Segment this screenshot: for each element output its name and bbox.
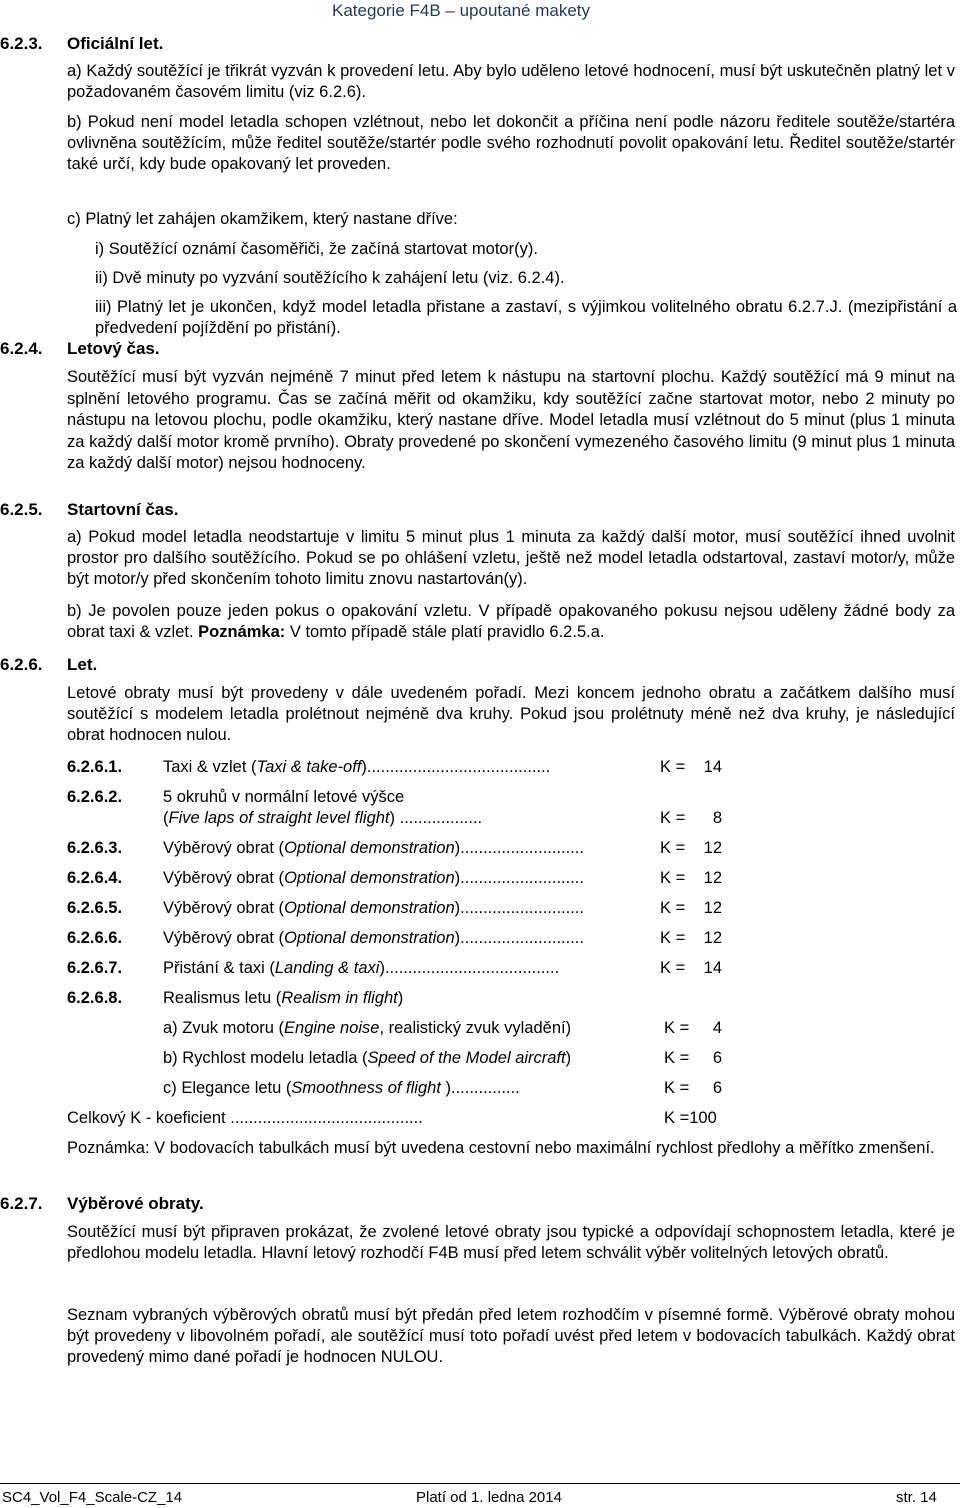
item-k-value: 12 [703, 869, 722, 887]
item-number: 6.2.6.8. [67, 989, 123, 1007]
note-626: Poznámka: V bodovacích tabulkách musí být uvedena cestovní nebo maximální rychlost předlohy a měřítko zmenšení. [67, 1139, 935, 1157]
paragraph-623a: a) Každý soutěžící je třikrát vyzván k provedení letu. Aby bylo uděleno letové hodnocení, musí být uskutečněn platný let v požadovaném časovém limitu (viz 6.2.6). [67, 62, 955, 101]
realism-k-value: 4 [712, 1019, 722, 1037]
item-k-label: K = [660, 959, 686, 977]
section-number-624: 6.2.4. [0, 339, 43, 358]
item-number: 6.2.6.7. [67, 959, 123, 977]
paragraph-625a: a) Pokud model letadla neodstartuje v limitu 5 minut plus 1 minuta za každý další motor, musí soutěžící ihned uvolnit prostor pro dalšího soutěžícího. Pokud se po ohlášení vzletu, ještě než model letadla odstartoval, zastaví motor/y, může být motor/y před skončením tohoto limitu znovu nastartován(y). [67, 528, 955, 588]
realism-item: b) Rychlost modelu letadla (Speed of the Model aircraft) [163, 1049, 572, 1067]
item-label: Výběrový obrat (Optional demonstration)........................... [163, 899, 584, 917]
item-k-value: 14 [703, 758, 722, 776]
realism-k-label: K = [664, 1049, 690, 1067]
item-k-label: K = [660, 869, 686, 887]
section-title-627: Výběrové obraty. [67, 1194, 204, 1213]
note-label-625b: Poznámka: [198, 623, 286, 641]
item-k-label: K = [660, 899, 686, 917]
item-label-line2: (Five laps of straight level flight) .................. [163, 809, 483, 827]
section-title-623: Oficiální let. [67, 34, 164, 53]
item-k-label: K = [660, 758, 686, 776]
item-number: 6.2.6.2. [67, 788, 123, 806]
item-number: 6.2.6.5. [67, 899, 123, 917]
footer-page-number: str. 14 [896, 1489, 937, 1506]
realism-k-label: K = [664, 1079, 690, 1097]
item-k-label: K = [660, 929, 686, 947]
section-title-626: Let. [67, 655, 98, 674]
item-k-label: K = [660, 809, 686, 827]
item-623c-ii: ii) Dvě minuty po vyzvání soutěžícího k zahájení letu (viz. 6.2.4). [95, 269, 565, 287]
paragraph-625b-text: b) Je povolen pouze jeden pokus o opakování vzletu. V případě opakovaného pokusu nejsou uděleny žádné body za obrat taxi & vzlet. [67, 602, 955, 641]
realism-item: c) Elegance letu (Smoothness of flight )............... [163, 1079, 520, 1097]
item-label: Realismus letu (Realism in flight) [163, 989, 404, 1007]
item-k-value: 12 [703, 839, 722, 857]
item-k-label: K = [660, 839, 686, 857]
paragraph-626: Letové obraty musí být provedeny v dále uvedeném pořadí. Mezi koncem jednoho obratu a začátkem dalšího musí soutěžící s modelem letadla prolétnout nejméně dva kruhy. Pokud jsou prolétnuty méně než dva kruhy, je následující obrat hodnocen nulou. [67, 684, 955, 744]
total-coefficient-value: K =100 [664, 1109, 717, 1127]
item-623c-i: i) Soutěžící oznámí časoměřiči, že začíná startovat motor(y). [95, 240, 538, 258]
paragraph-625b [67, 601, 955, 643]
item-label: Výběrový obrat (Optional demonstration)........................... [163, 869, 584, 887]
realism-k-label: K = [664, 1019, 690, 1037]
item-k-value: 8 [712, 809, 722, 827]
section-number-626: 6.2.6. [0, 655, 43, 674]
running-header: Kategorie F4B – upoutané makety [332, 1, 590, 20]
item-623c-iii: iii) Platný let je ukončen, když model letadla přistane a zastaví, s výjimkou volitelného obratu 6.2.7.J. (mezipřistání a předvedení pojíždění po přistání). [95, 298, 957, 337]
total-coefficient-label: Celkový K - koeficient .......................................... [67, 1109, 423, 1127]
paragraph-624: Soutěžící musí být vyzván nejméně 7 minut před letem k nástupu na startovní plochu. Každý soutěžící má 9 minut na splnění letového programu. Čas se začíná měřit od okamžiku, kdy soutěžící začne startovat motor, nebo 2 minuty po nástupu na letovou plochu, podle okamžiku, který nastane dříve. Model letadla musí vzlétnout do 5 minut (plus 1 minuta za každý další motor kromě prvního). Obraty provedené po skončení vymezeného časového limitu (9 minut plus 1 minuta za každý další motor) nejsou hodnoceny. [67, 368, 955, 473]
item-k-value: 12 [703, 929, 722, 947]
paragraph-623c: c) Platný let zahájen okamžikem, který nastane dříve: [67, 210, 458, 228]
item-label: Výběrový obrat (Optional demonstration)........................... [163, 929, 584, 947]
item-k-value: 12 [703, 899, 722, 917]
item-k-value: 14 [703, 959, 722, 977]
realism-item: a) Zvuk motoru (Engine noise, realistický zvuk vyladění) [163, 1019, 572, 1037]
paragraph-627b: Seznam vybraných výběrových obratů musí být předán před letem rozhodčím v písemné formě. Výběrové obraty mohou být provedeny v libovolném pořadí, ale soutěžící musí toto pořadí uvést před letem v bodovacích tabulkách. Každý obrat provedený mimo dané pořadí je hodnocen NULOU. [67, 1306, 955, 1366]
item-label: Taxi & vzlet (Taxi & take-off)........................................ [163, 758, 551, 776]
item-number: 6.2.6.6. [67, 929, 123, 947]
item-number: 6.2.6.3. [67, 839, 123, 857]
section-title-624: Letový čas. [67, 339, 160, 358]
item-label: 5 okruhů v normální letové výšce [163, 788, 405, 806]
paragraph-625b-rule: V tomto případě stále platí pravidlo 6.2.5.a. [289, 623, 605, 641]
footer-valid-from: Platí od 1. ledna 2014 [416, 1489, 562, 1506]
item-label: Přistání & taxi (Landing & taxi)...................................... [163, 959, 560, 977]
item-number: 6.2.6.1. [67, 758, 123, 776]
item-label: Výběrový obrat (Optional demonstration)........................... [163, 839, 584, 857]
paragraph-623b: b) Pokud není model letadla schopen vzlétnout, nebo let dokončit a příčina není podle názoru ředitele soutěže/startéra ovlivněna soutěžícím, může ředitel soutěže/startér podle svého rozhodnutí povolit opakování letu. Ředitel soutěže/startér také určí, kdy bude opakovaný let proveden. [67, 113, 955, 173]
paragraph-627a: Soutěžící musí být připraven prokázat, že zvolené letové obraty jsou typické a odpovídají schopnostem letadla, které je předlohou modelu letadla. Hlavní letový rozhodčí F4B musí před letem schválit výběr volitelných letových obratů. [67, 1223, 955, 1262]
realism-k-value: 6 [712, 1079, 722, 1097]
section-number-625: 6.2.5. [0, 500, 43, 519]
item-number: 6.2.6.4. [67, 869, 123, 887]
realism-k-value: 6 [712, 1049, 722, 1067]
section-number-623: 6.2.3. [0, 34, 43, 53]
footer-document-id: SC4_Vol_F4_Scale-CZ_14 [2, 1489, 183, 1506]
section-title-625: Startovní čas. [67, 500, 179, 519]
section-number-627: 6.2.7. [0, 1194, 43, 1213]
footer-rule [0, 1483, 960, 1484]
